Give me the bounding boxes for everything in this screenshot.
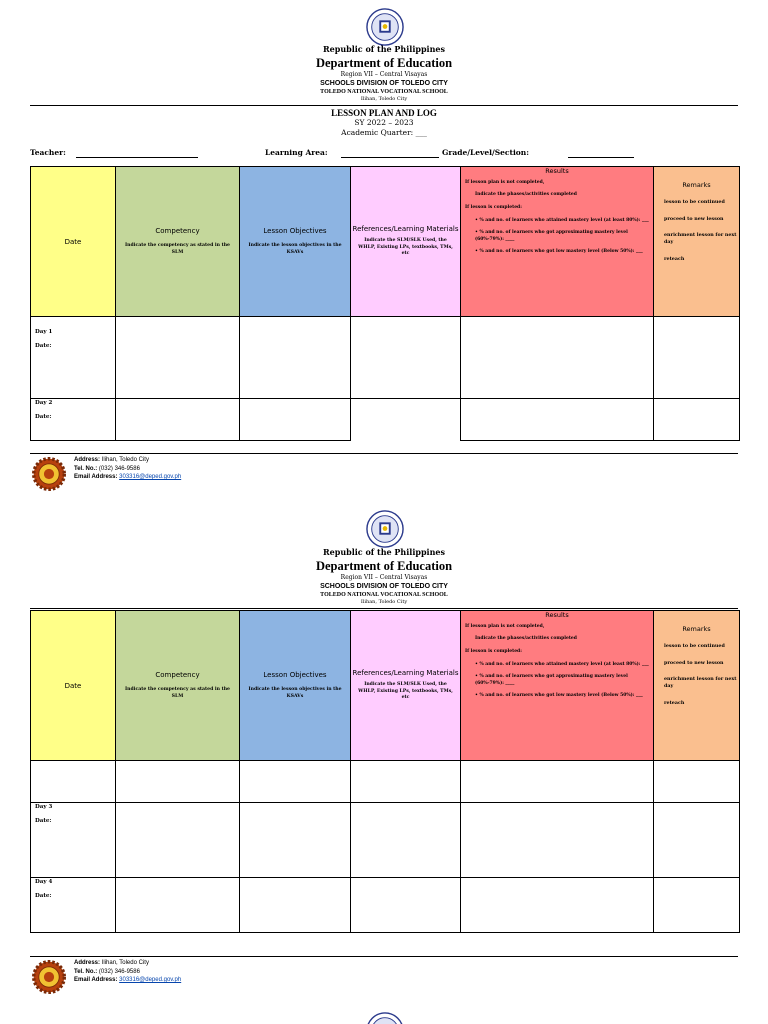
table-row xyxy=(31,761,740,803)
competency-header: Competency Indicate the competency as stated in the SLM xyxy=(116,611,240,761)
table-row xyxy=(31,803,740,878)
deped-seal-icon xyxy=(366,1012,404,1024)
location-text: Ilihan, Toledo City xyxy=(360,599,408,605)
footer-contact: Address: Ilihan, Toledo City Tel. No.: (032) 346-9586 Email Address: 303316@deped.gov.ph xyxy=(74,960,182,984)
learning-area-blank[interactable] xyxy=(341,157,439,158)
day-cell[interactable]: Day 1 Date: xyxy=(31,317,116,399)
teacher-label: Teacher: xyxy=(30,148,66,157)
region-text: Region VII – Central Visayas xyxy=(340,71,428,78)
remarks-header: Remarks lesson to be continued proceed to new lesson enrichment lesson for next day reteach xyxy=(654,167,740,317)
objectives-cell[interactable] xyxy=(240,878,351,933)
results-header: Results If lesson plan is not completed, Indicate the phases/activities completed If lesson is completed: • % and no. of learners who attained mastery level (at least 80%): ___ • % and no. of learners who got approximating mastery level (60%-79%): ____ • % and no. of learners who got low mastery level (Below 50%): ___ xyxy=(461,167,654,317)
division-gear-logo-icon xyxy=(32,960,66,994)
remarks-cell[interactable] xyxy=(654,803,740,878)
date-header: Date xyxy=(31,167,116,317)
references-header: References/Learning Materials Indicate the SLM/SLK Used, the WHLP, Existing LPs, textbooks, TMs, etc xyxy=(351,167,461,317)
date-header: Date xyxy=(31,611,116,761)
department-text: Department of Education xyxy=(315,56,453,70)
lesson-plan-table xyxy=(30,610,740,933)
header-rule xyxy=(30,105,738,106)
remarks-header: Remarks lesson to be continued proceed to new lesson enrichment lesson for next day reteach xyxy=(654,611,740,761)
header-row xyxy=(31,167,740,317)
learning-area-label: Learning Area: xyxy=(265,148,328,157)
competency-header: Competency Indicate the competency as stated in the SLM xyxy=(116,167,240,317)
lesson-plan-table xyxy=(30,166,740,441)
day-cell[interactable]: Day 3 Date: xyxy=(31,803,116,878)
lesson-plan-title: LESSON PLAN AND LOG xyxy=(331,108,437,118)
republic-text: Republic of the Philippines xyxy=(322,547,445,557)
references-cell[interactable] xyxy=(351,317,461,399)
day-cell[interactable]: Day 2 Date: xyxy=(31,399,116,441)
footer-contact: Address: Ilihan, Toledo City Tel. No.: (032) 346-9586 Email Address: 303316@deped.gov.ph xyxy=(74,457,182,481)
republic-text: Republic of the Philippines xyxy=(322,44,445,54)
table-row xyxy=(31,399,740,441)
email-link[interactable]: 303316@deped.gov.ph xyxy=(119,977,182,984)
day-cell[interactable] xyxy=(31,761,116,803)
results-cell[interactable] xyxy=(461,878,654,933)
school-text: TOLEDO NATIONAL VOCATIONAL SCHOOL xyxy=(320,89,448,95)
blank-cell xyxy=(351,399,461,441)
references-header: References/Learning Materials Indicate the SLM/SLK Used, the WHLP, Existing LPs, textbooks, TMs, etc xyxy=(351,611,461,761)
results-cell[interactable] xyxy=(461,761,654,803)
competency-cell[interactable] xyxy=(116,803,240,878)
header-rule xyxy=(30,608,738,609)
email-link[interactable]: 303316@deped.gov.ph xyxy=(119,474,182,481)
references-cell[interactable] xyxy=(351,803,461,878)
division-text: SCHOOLS DIVISION OF TOLEDO CITY xyxy=(320,583,448,590)
objectives-cell[interactable] xyxy=(240,803,351,878)
competency-cell[interactable] xyxy=(116,878,240,933)
remarks-cell[interactable] xyxy=(654,317,740,399)
grade-level-label: Grade/Level/Section: xyxy=(442,148,530,157)
teacher-blank[interactable] xyxy=(76,157,198,158)
day-cell[interactable]: Day 4 Date: xyxy=(31,878,116,933)
table-row xyxy=(31,878,740,933)
division-text: SCHOOLS DIVISION OF TOLEDO CITY xyxy=(320,80,448,87)
department-text: Department of Education xyxy=(315,559,453,573)
info-line xyxy=(30,148,740,160)
grade-level-blank[interactable] xyxy=(568,157,634,158)
remarks-cell[interactable] xyxy=(654,878,740,933)
references-cell[interactable] xyxy=(351,878,461,933)
header-row xyxy=(31,611,740,761)
objectives-cell[interactable] xyxy=(240,399,351,441)
school-year: SY 2022 – 2023 xyxy=(354,118,414,127)
references-cell[interactable] xyxy=(351,761,461,803)
results-cell[interactable] xyxy=(461,317,654,399)
results-header: Results If lesson plan is not completed, Indicate the phases/activities completed If lesson is completed: • % and no. of learners who attained mastery level (at least 80%): ___ • % and no. of learners who got approximating mastery level (60%-79%): ____ • % and no. of learners who got low mastery level (Below 50%): ___ xyxy=(461,611,654,761)
division-gear-logo-icon xyxy=(32,457,66,491)
results-cell[interactable] xyxy=(461,399,654,441)
footer-rule xyxy=(30,956,738,957)
competency-cell[interactable] xyxy=(116,761,240,803)
remarks-cell[interactable] xyxy=(654,761,740,803)
table-row xyxy=(31,317,740,399)
objectives-header: Lesson Objectives Indicate the lesson objectives in the KSAVs xyxy=(240,167,351,317)
competency-cell[interactable] xyxy=(116,317,240,399)
region-text: Region VII – Central Visayas xyxy=(340,574,428,581)
academic-quarter: Academic Quarter: ___ xyxy=(341,128,427,137)
objectives-header: Lesson Objectives Indicate the lesson objectives in the KSAVs xyxy=(240,611,351,761)
objectives-cell[interactable] xyxy=(240,761,351,803)
deped-seal-icon xyxy=(366,8,404,46)
deped-seal-icon xyxy=(366,510,404,548)
school-text: TOLEDO NATIONAL VOCATIONAL SCHOOL xyxy=(320,592,448,598)
location-text: Ilihan, Toledo City xyxy=(360,96,408,102)
competency-cell[interactable] xyxy=(116,399,240,441)
results-cell[interactable] xyxy=(461,803,654,878)
footer-rule xyxy=(30,453,738,454)
objectives-cell[interactable] xyxy=(240,317,351,399)
remarks-cell[interactable] xyxy=(654,399,740,441)
